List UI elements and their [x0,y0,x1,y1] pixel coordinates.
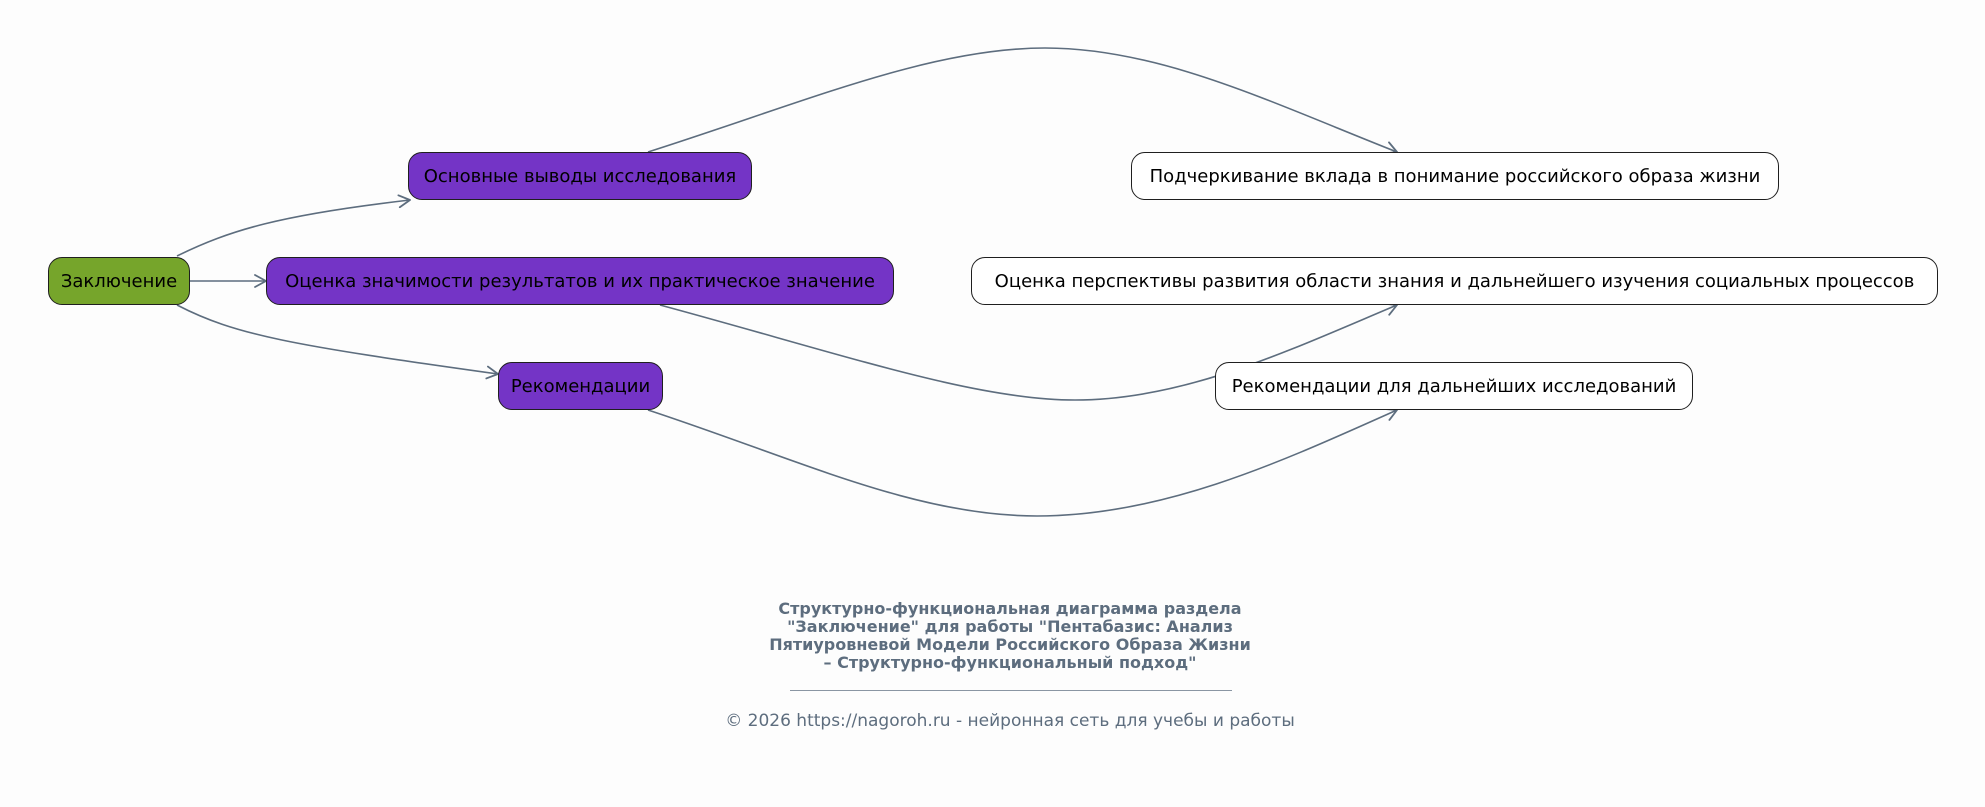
diagram-caption: Структурно-функциональная диаграмма раздела "Заключение" для работы "Пентабазис: Анализ Пятиуровневой Модели Российского Образа Жизни – Структурно-функциональный подход" [769,599,1251,672]
caption-divider [790,690,1232,691]
edge-vyvody-to-vklad [648,48,1397,152]
node-podcherkivanie-vklada-label: Подчеркивание вклада в понимание российского образа жизни [1149,165,1761,187]
node-rekomendacii [498,362,663,410]
node-osnovnye-vyvody [408,152,752,200]
node-ocenka-perspektivy [971,257,1938,305]
edge-root-to-vyvody [177,200,410,256]
node-ocenka-znachimosti [266,257,894,305]
node-rekomendacii-issledovanij-label: Рекомендации для дальнейших исследований [1231,375,1677,397]
node-ocenka-znachimosti-label: Оценка значимости результатов и их практическое значение [285,270,875,292]
node-zaklyuchenie [48,257,190,305]
copyright-text: © 2026 https://nagoroh.ru - нейронная сеть для учебы и работы [725,711,1295,731]
node-zaklyuchenie-label: Заключение [60,270,178,292]
node-rekomendacii-issledovanij [1215,362,1693,410]
node-osnovnye-vyvody-label: Основные выводы исследования [423,165,737,187]
edge-root-to-rekom [177,305,498,374]
node-rekomendacii-label: Рекомендации [510,375,651,397]
edge-rekom-to-rekom-issl [648,410,1397,516]
node-ocenka-perspektivy-label: Оценка перспективы развития области знания и дальнейшего изучения социальных процессов [994,270,1915,292]
node-podcherkivanie-vklada [1131,152,1779,200]
